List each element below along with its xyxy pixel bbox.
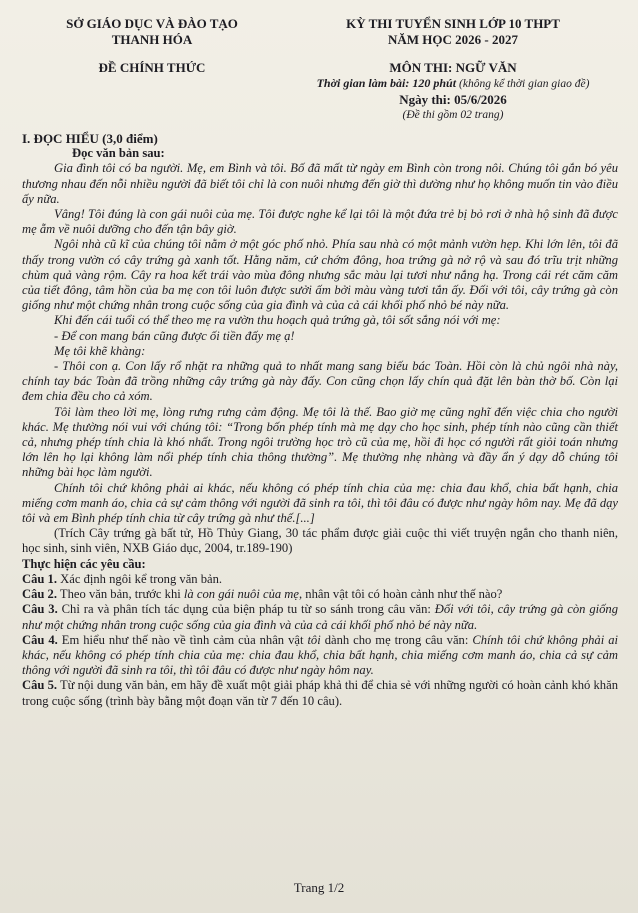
question-4	[22, 633, 618, 679]
question-3	[22, 602, 618, 632]
province-name: THANH HÓA	[111, 32, 193, 47]
section-subtitle: Đọc văn bản sau:	[72, 146, 165, 161]
citation: (Trích Cây trứng gà bất tử, Hồ Thủy Giang, 30 tác phẩm được giải cuộc thi viết truyện ngắn cho thanh niên, học sinh, sinh viên, NXB Giáo dục, 2004, tr.189-190)	[22, 526, 618, 556]
passage-paragraph: Tôi làm theo lời mẹ, lòng rưng rưng cảm động. Mẹ tôi là thế. Bao giờ mẹ cũng nghĩ đến việc chia cho người khác. Mẹ thường nói vui với chúng tôi: “Trong bốn phép tính mà mẹ dạy cho học sinh, phép tính nào cũng cần thiết cả, nhưng phép tính chia là khó nhất. Trong ngôi trường học trò cũ của mẹ, hồi đi học có người rất giỏi toán nhưng lớn lên họ lại không làm nổi phép tính chia thông thường”. Mẹ thường nhẹ nhàng và đầy ẩn ý dạy dỗ chúng tôi những bài học làm người.	[22, 404, 618, 480]
time-limit	[288, 76, 618, 92]
passage-paragraph: - Để con mang bán cũng được ối tiền đấy mẹ ạ!	[54, 328, 295, 343]
subject: MÔN THI: NGỮ VĂN	[389, 60, 517, 75]
question-label: Câu 5.	[22, 678, 58, 693]
question-emphasis: tôi	[307, 632, 321, 647]
question-emphasis: là con gái nuôi của mẹ	[183, 587, 299, 602]
passage-paragraph: Ngôi nhà cũ kĩ của chúng tôi nằm ở một góc phố nhỏ. Phía sau nhà có một mảnh vườn hẹp. Khi lớn lên, tôi đã thấy trong vườn có cây trứng gà xanh tốt. Hằng năm, cứ chớm đông, hoa trứng gà nở rộ và sau đó trĩu trịt những chùm quả vàng rộm. Cây ra hoa kết trái vào mùa đông nhưng sắc màu lại tươi như nắng hạ. Trong cái rét căm căm của tiết đông, tâm hồn của ba mẹ con tôi luôn được sưởi ấm bởi màu vàng tươi tắn ấy. Đối với tôi, cây trứng gà còn giống như một chứng nhân trong cuộc sống của gia đình và của cả cái khối phố nhỏ bé này nữa.	[22, 237, 618, 313]
official-label: ĐỀ CHÍNH THỨC	[98, 60, 206, 75]
question-5	[22, 678, 618, 708]
header-right	[288, 16, 618, 123]
time-label: Thời gian làm bài: 120 phút	[316, 76, 457, 90]
page-count: (Đề thi gồm 02 trang)	[402, 109, 504, 121]
requirements-title: Thực hiện các yêu cầu:	[22, 556, 146, 571]
question-text: Chỉ ra và phân tích tác dụng của biện pháp tu từ so sánh trong câu văn:	[61, 602, 435, 617]
question-text: Em hiểu như thế nào về tình cảm của nhân vật	[61, 632, 308, 647]
question-2	[22, 587, 618, 602]
page-footer: Trang 1/2	[293, 880, 345, 895]
question-text: dành cho mẹ trong câu văn:	[320, 632, 473, 647]
passage-paragraph: Gia đình tôi có ba người. Mẹ, em Bình và tôi. Bố đã mất từ ngày em Bình còn trong nôi. Chúng tôi gắn bó yêu thương nhau đến nỗi nhiều người đã biết tôi chỉ là con nuôi nhưng đến giờ thì dường như họ không muốn tin vào điều ấy nữa.	[22, 161, 618, 206]
question-label: Câu 2.	[22, 587, 57, 602]
school-year: NĂM HỌC 2026 - 2027	[388, 32, 518, 47]
exam-date: Ngày thi: 05/6/2026	[399, 92, 507, 107]
question-label: Câu 3.	[22, 602, 58, 617]
question-quote: Đối với tôi, cây trứng gà còn giống như một chứng nhân trong cuộc sống của gia đình và của cả cái khối phố nhỏ bé này nữa.	[22, 602, 618, 632]
section-title: I. ĐỌC HIỂU (3,0 điểm)	[22, 131, 158, 146]
question-1	[22, 572, 618, 587]
question-text: Theo văn bản, trước khi	[59, 587, 184, 602]
time-note: (không kể thời gian giao đề)	[459, 78, 590, 90]
header-left	[22, 16, 282, 123]
exam-content	[22, 131, 618, 709]
passage-paragraph: Khi đến cái tuổi có thể theo mẹ ra vườn thu hoạch quả trứng gà, tôi sốt sắng nói với mẹ:	[54, 313, 501, 328]
question-label: Câu 1.	[22, 571, 57, 586]
exam-header	[22, 16, 618, 123]
question-quote: Chính tôi chứ không phải ai khác, nếu không có phép tính chia của mẹ: chia đau khổ, chia bất hạnh, chia miếng cơm manh áo, chia cả sự cảm thông với người đã sinh ra tôi, thì tôi đâu có được như ngày hôm nay.	[22, 632, 618, 678]
question-text: Xác định ngôi kể trong văn bản.	[60, 571, 223, 586]
passage-paragraph: - Thôi con ạ. Con lấy rổ nhặt ra những quả to nhất mang sang biếu bác Toàn. Hồi còn là chủ ngôi nhà này, chính tay bác Toàn đã trồng những cây trứng gà này đấy. Con cũng chọn lấy chín quả đặt lên bàn thờ bố. Còn lại đem chia đều cho cả xóm.	[22, 359, 618, 404]
department-name: SỞ GIÁO DỤC VÀ ĐÀO TẠO	[66, 16, 238, 31]
passage-paragraph: Chính tôi chứ không phải ai khác, nếu không có phép tính chia của mẹ: chia đau khổ, chia bất hạnh, chia miếng cơm manh áo, chia cả sự cảm thông với người đã sinh ra tôi, thì tôi đâu có được như ngày hôm nay. Mẹ đã dạy tôi và em Bình phép tính chia từ cây trứng gà như thế.[...]	[22, 480, 618, 526]
question-text: Từ nội dung văn bản, em hãy đề xuất một giải pháp khả thi để chia sẻ với những người có hoàn cảnh khó khăn trong cuộc sống (trình bày bằng một đoạn văn từ 7 đến 10 câu).	[22, 678, 618, 708]
question-text: , nhân vật tôi có hoàn cảnh như thế nào?	[299, 587, 503, 602]
passage-paragraph: Vâng! Tôi đúng là con gái nuôi của mẹ. Tôi được nghe kể lại tôi là một đứa trẻ bị bỏ rơi ở nhà hộ sinh đã được mẹ ẵm về nuôi dưỡng cho đến tận bây giờ.	[22, 207, 618, 237]
question-label: Câu 4.	[22, 632, 58, 647]
passage-paragraph: Mẹ tôi khẽ khàng:	[54, 343, 146, 358]
exam-name: KỲ THI TUYỂN SINH LỚP 10 THPT	[346, 16, 560, 31]
